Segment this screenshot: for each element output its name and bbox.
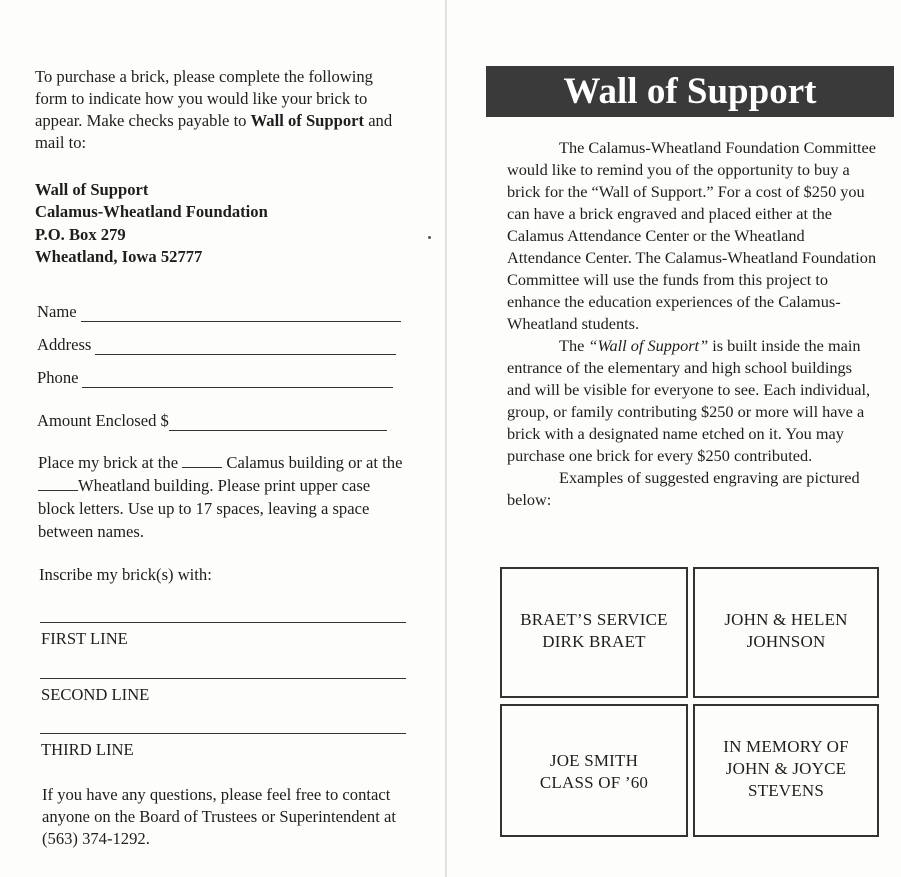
name-line[interactable] [81,305,401,322]
address-line: Wall of Support [35,180,149,199]
brick-line: JOHNSON [746,631,826,651]
address-line: Calamus-Wheatland Foundation [35,202,268,222]
phone-field[interactable] [37,366,393,388]
amount-line[interactable] [169,414,387,431]
first-line-rule[interactable] [40,622,406,623]
calamus-blank[interactable] [182,453,222,468]
brick-line: BRAET’S SERVICE [520,609,668,629]
second-line-rule[interactable] [40,678,406,679]
description [507,137,879,511]
contact-note: If you have any questions, please feel free to contact anyone on the Board of Trustees or Superintendent at (563) 374-1292. [42,785,396,848]
brick-line: STEVENS [747,780,824,800]
brick-line: DIRK BRAET [542,631,646,651]
address-line: P.O. Box 279 [35,224,126,244]
page-title: Wall of Support [486,66,894,117]
phone-line[interactable] [82,371,393,388]
wheatland-blank[interactable] [38,476,78,491]
example-brick [693,704,879,837]
brick-line: JOHN & JOYCE [725,758,847,778]
paragraph: Examples of suggested engraving are pictured below: [507,468,860,509]
fold-mark [428,236,431,239]
page-fold [445,0,447,877]
example-brick [500,704,688,837]
paragraph: The “Wall of Support” is built inside the main entrance of the elementary and high school buildings and will be visible for everyone to see. Each individual, group, or family contributing $250 or more will have a brick with a designated name etched on it. You may purchase one brick for every $250 contributed. [507,336,871,465]
name-field[interactable] [37,300,401,322]
brick-line: JOHN & HELEN [724,609,848,629]
address-field[interactable] [37,333,396,355]
paragraph: The Calamus-Wheatland Foundation Committee would like to remind you of the opportunity to buy a brick for the “Wall of Support.” For a cost of $250 you can have a brick engraved and placed either at the Calamus Attendance Center or the Wheatland Attendance Center. The Calamus-Wheatland Foundation Committee will use the funds from this project to enhance the education experiences of the Calamus-Wheatland students. [507,138,877,333]
placement-instructions: Place my brick at the Calamus building or at the Wheatland building. Please print upper case block letters. Use up to 17 spaces, leaving a space between names. [38,453,403,541]
amount-label: Amount Enclosed $ [37,411,169,430]
second-line-label: SECOND LINE [41,685,150,704]
example-brick [500,567,688,698]
third-line-rule[interactable] [40,733,406,734]
phone-label: Phone [37,368,79,387]
brick-line: JOE SMITH [549,750,639,770]
name-label: Name [37,302,77,321]
amount-field[interactable] [37,409,387,431]
first-line-label: FIRST LINE [41,629,128,648]
mailing-address [35,179,405,268]
brick-line: IN MEMORY OF [723,736,849,756]
address-line: Wheatland, Iowa 52777 [35,246,203,266]
example-brick [693,567,879,698]
brick-line: CLASS OF ’60 [539,772,649,792]
address-input-line[interactable] [95,338,396,355]
address-label: Address [37,335,92,354]
inscribe-label: Inscribe my brick(s) with: [39,565,212,584]
third-line-label: THIRD LINE [41,740,134,759]
purchase-instructions: To purchase a brick, please complete the following form to indicate how you would like your brick to appear. Make checks payable to Wall of Support and mail to: [35,67,393,152]
